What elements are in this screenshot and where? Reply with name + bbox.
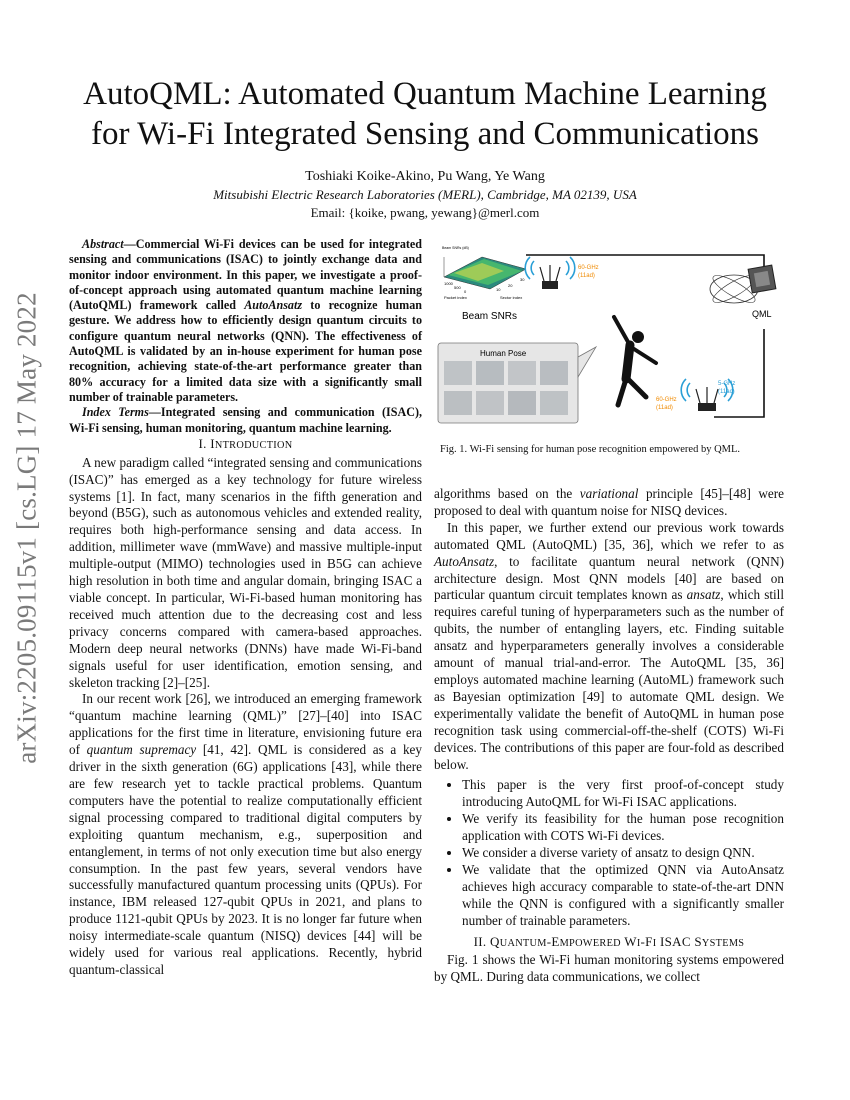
- intro-paragraph-1: A new paradigm called “integrated sensing and communications (ISAC)” has emerged as a key technology for future wireless systems [1]. In fact, many scenarios in the fifth generation and beyond (B5G), such as autonomous vehicles and extended reality, requires both high-performance sensing and data access. In addition, millimeter wave (mmWave) and massive multiple-input multiple-output (MIMO) technologies used in B5G can achieve high resolution in both time and angular domain, bringing ISAC a viable concept. In particular, Wi-Fi-based human monitoring has received much attention due to the decreasing cost and less privacy concerns compared with camera-based approaches. Modern deep neural networks (DNNs) have made Wi-Fi-band signals useful for user identification, emotion sensing, and skeleton tracking [2]–[25].: [69, 454, 422, 690]
- contributions-list: [434, 777, 784, 929]
- systems-paragraph-1: Fig. 1 shows the Wi-Fi human monitoring systems empowered by QML. During data communications, we collect: [434, 952, 784, 985]
- affiliation: Mitsubishi Electric Research Laboratories (MERL), Cambridge, MA 02139, USA: [213, 187, 637, 202]
- right-column: [434, 486, 784, 986]
- label-beam-snrs: Beam SNRs: [462, 311, 518, 322]
- title-line-1: AutoQML: Automated Quantum Machine Learning: [83, 76, 767, 112]
- right-paragraph-1: algorithms based on the variational principle [45]–[48] were proposed to deal with quantum noise for NISQ devices.: [434, 486, 784, 518]
- section-heading-introduction: I. INTRODUCTION: [198, 435, 293, 451]
- link-line-top: [526, 255, 764, 271]
- human-silhouette-icon: [614, 317, 656, 405]
- label-band-5: 5-GHz: [718, 381, 736, 387]
- title-line-2: for Wi-Fi Integrated Sensing and Communications: [90, 116, 760, 152]
- quantum-chip-icon: [710, 265, 776, 307]
- axis-label-sector: Sector index: [500, 295, 523, 300]
- link-line-right: [714, 329, 764, 417]
- beam-snr-plot: [442, 246, 526, 300]
- index-terms: Index Terms—Integrated sensing and communication (ISAC), Wi-Fi sensing, human monitoring, quantum machine learning.: [69, 405, 422, 435]
- label-human-pose: Human Pose: [480, 349, 527, 358]
- list-item: • We consider a diverse variety of ansatz to design QNN.: [462, 845, 784, 862]
- list-item: • We validate that the optimized QNN via AutoAnsatz achieves high accuracy comparable to state-of-the-art DNN while the QNN is configured with a significantly smaller number of trainable parameters.: [462, 862, 784, 930]
- authors: Toshiaki Koike-Akino, Pu Wang, Ye Wang: [305, 169, 545, 184]
- label-band-60-bottom-std: (11ad): [656, 405, 673, 411]
- right-paragraph-2: In this paper, we further extend our previous work towards automated QML (AutoQML) [35, 36], which we refer to as AutoAnsatz, to facilitate quantum neural network (QNN) architecture design. Most QNN models [40] are based on particular quantum circuit templates known as ansatz, which still requires careful tuning of hyperparameters such as the number of qubits, the number of entangling layers, etc. Finding suitable ansatz and hyperparameters generally involves a considerable amount of manual trial-and-error. The AutoQML [35, 36] employs automated machine learning (AutoML) framework such as Bayesian optimization [49] to automate QML design. We experimentally validate the benefit of AutoQML in human pose recognition task using commercial-off-the-shelf (COTS) Wi-Fi devices. The contributions of this paper are four-fold as described below.: [434, 519, 784, 772]
- axis-label-z: Beam SNRs (dB): [442, 246, 469, 250]
- router-icon: [540, 265, 560, 289]
- router-bottom-icon: [696, 387, 718, 411]
- tick-packet-0: 0: [464, 289, 467, 294]
- label-qml: QML: [752, 309, 772, 319]
- tick-packet-1: 500: [454, 285, 461, 290]
- intro-paragraph-2: In our recent work [26], we introduced an emerging framework “quantum machine learning (QML)” [27]–[40] into ISAC applications for the first time in literature, envisioning future era of quantum supremacy [41, 42]. QML is considered as a key driver in the sixth generation (6G) applications [43], while there are few research yet to tackle practical problems. Quantum computers have the potential to realize computationally efficient signal processing compared to traditional digital computers by exploiting quantum mechanism, e.g., superposition and entanglement, in terms of not only execution time but also energy consumption. In the past few years, several vendors have successfully manufactured quantum processing units (QPUs). For instance, IBM released 127-qubit QPUs in 2021, and plans to produce 1121-qubit QPUs by 2023. It is no longer far future when noisy intermediate-scale quantum (NISQ) devices [44] will be widely used for various real applications. Recently, hybrid quantum-classical: [69, 691, 422, 977]
- arxiv-identifier: arXiv:2205.09115v1 [cs.LG] 17 May 2022: [11, 292, 42, 764]
- label-band-5-std: (11ac): [718, 389, 735, 395]
- tick-packet-2: 1000: [444, 281, 453, 286]
- paper-title: [60, 74, 790, 154]
- label-band-60-top-std: (11ad): [578, 273, 595, 279]
- label-band-60-bottom: 60-GHz: [656, 397, 677, 403]
- left-column: [69, 237, 422, 979]
- tick-sector-2: 30: [520, 277, 525, 282]
- axis-label-packet: Packet index: [444, 295, 467, 300]
- list-item: • We verify its feasibility for the human pose recognition application with COTS Wi-Fi devices.: [462, 811, 784, 845]
- tick-sector-1: 20: [508, 283, 513, 288]
- tick-sector-0: 10: [496, 287, 501, 292]
- abstract: Abstract—Commercial Wi-Fi devices can be used for integrated sensing and communications (ISAC) to jointly exchange data and monitor indoor environment. In this paper, we investigate a proof-of-concept approach using automated quantum machine learning (AutoQML) framework called AutoAnsatz to recognize human gesture. We address how to efficiently design quantum circuits to configure quantum neural networks (QNN). The effectiveness of AutoQML is validated by an in-house experiment for human pose recognition, achieving state-of-the-art performance greater than 80% accuracy for a limited data size with a significantly small number of trainable parameters.: [69, 237, 422, 404]
- figure-1: [434, 237, 784, 437]
- label-band-60-top: 60-GHz: [578, 265, 599, 271]
- figure-caption: Fig. 1. Wi-Fi sensing for human pose recognition empowered by QML.: [440, 444, 741, 455]
- email: Email: {koike, pwang, yewang}@merl.com: [310, 205, 540, 220]
- section-heading-systems: II. QUANTUM-EMPOWERED WI-FI ISAC SYSTEMS: [473, 933, 745, 949]
- list-item: • This paper is the very first proof-of-concept study introducing AutoQML for Wi-Fi ISAC applications.: [462, 777, 784, 811]
